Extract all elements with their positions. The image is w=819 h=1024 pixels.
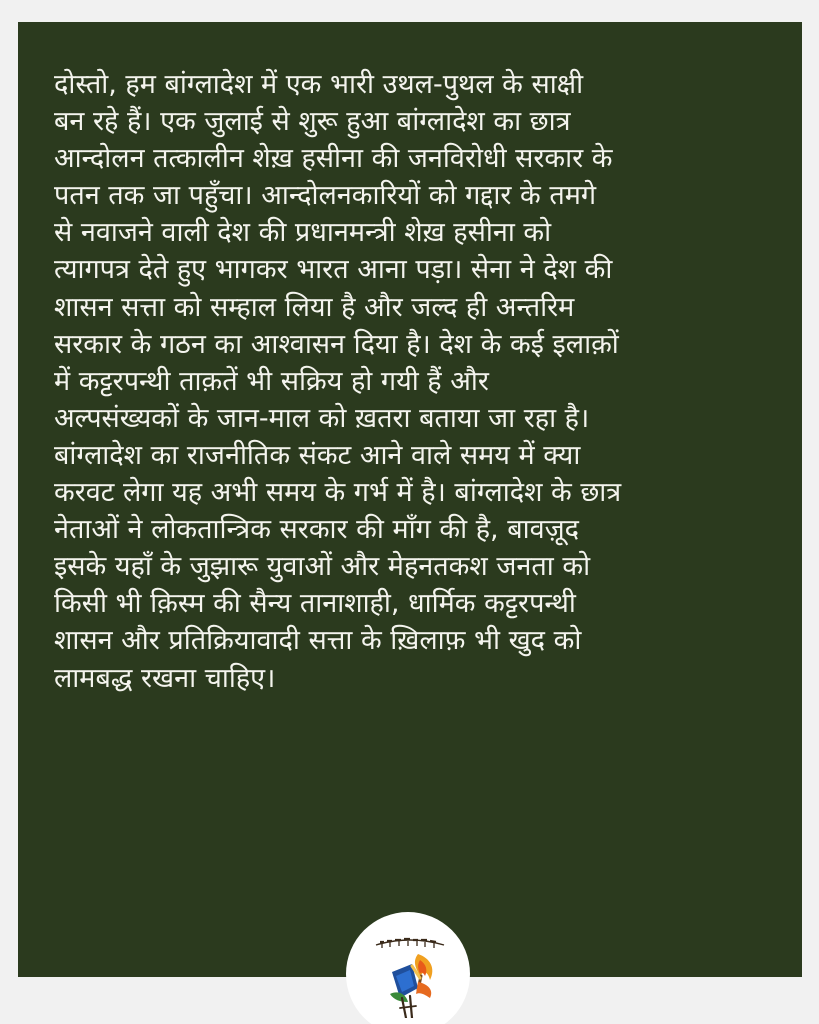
text-line: लामबद्ध रखना चाहिए।: [54, 662, 276, 694]
text-line: बन रहे हैं। एक जुलाई से शुरू हुआ बांग्लादेश का छात्र: [54, 106, 571, 138]
post-body-text: [54, 66, 772, 697]
text-line: पतन तक जा पहुँचा। आन्दोलनकारियों को गद्दार के तमगे: [54, 180, 597, 212]
text-line: बांग्लादेश का राजनीतिक संकट आने वाले समय में क्या: [54, 439, 581, 471]
text-line: करवट लेगा यह अभी समय के गर्भ में है। बांग्लादेश के छात्र: [54, 477, 622, 509]
text-line: आन्दोलन तत्कालीन शेख़ हसीना की जनविरोधी सरकार के: [54, 143, 613, 175]
organization-logo: [372, 932, 448, 1018]
text-line: दोस्तो, हम बांग्लादेश में एक भारी उथल-पुथल के साक्षी: [54, 69, 584, 100]
text-line: से नवाजने वाली देश की प्रधानमन्त्री शेख़ हसीना को: [54, 217, 552, 249]
text-line: शासन सत्ता को सम्हाल लिया है और जल्द ही अन्तरिम: [54, 291, 575, 323]
text-line: सरकार के गठन का आश्वासन दिया है। देश के कई इलाक़ों: [54, 328, 619, 360]
text-line: नेताओं ने लोकतान्त्रिक सरकार की माँग की है, बावज़ूद: [54, 514, 580, 546]
text-line: में कट्टरपन्थी ताक़तें भी सक्रिय हो गयी हैं और: [54, 365, 489, 397]
torch-bearer-logo-icon: [372, 932, 448, 1018]
text-line: इसके यहाँ के जुझारू युवाओं और मेहनतकश जनता को: [54, 551, 591, 583]
text-line: शासन और प्रतिक्रियावादी सत्ता के ख़िलाफ़ भी खुद को: [54, 625, 582, 657]
text-line: किसी भी क़िस्म की सैन्य तानाशाही, धार्मिक कट्टरपन्थी: [54, 588, 576, 620]
text-line: त्यागपत्र देते हुए भागकर भारत आना पड़ा। सेना ने देश की: [54, 254, 613, 286]
text-line: अल्पसंख्यकों के जान-माल को ख़तरा बताया जा रहा है।: [54, 402, 590, 434]
